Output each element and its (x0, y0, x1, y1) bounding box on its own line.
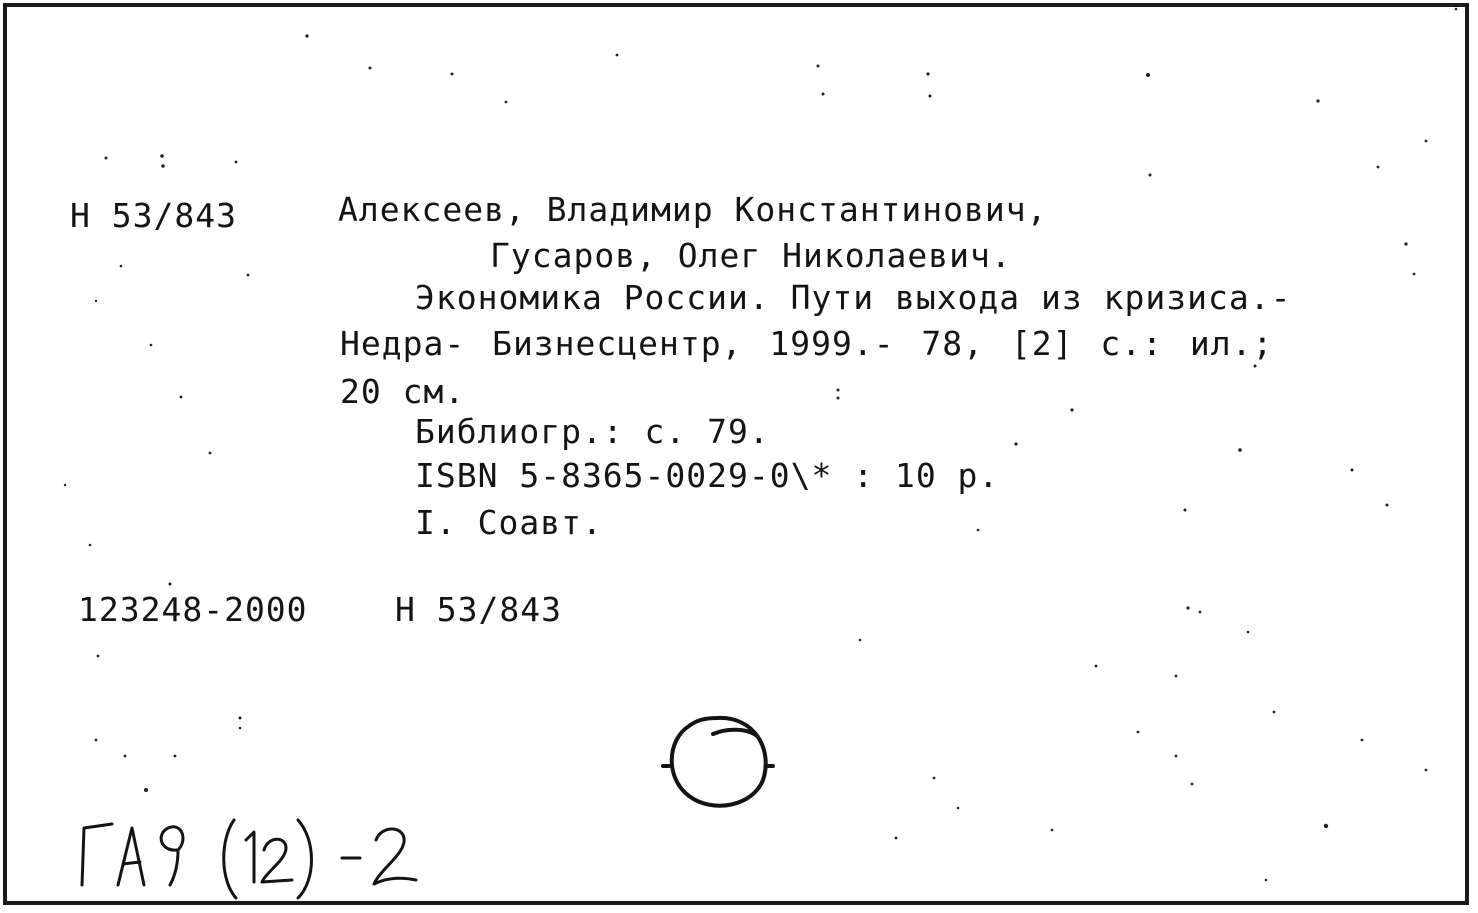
footer-shelf-mark: Н 53/843 (395, 590, 562, 629)
book-title: Экономика России. Пути выхода из кризиса.- (415, 278, 1292, 317)
author-line-2: Гусаров, Олег Николаевич. (490, 236, 1012, 275)
accession-number: 123248-2000 (78, 590, 308, 629)
isbn-line: ISBN 5-8365-0029-0\* : 10 р. (415, 456, 1000, 495)
shelf-mark: Н 53/843 (70, 196, 237, 235)
handwritten-classification (60, 800, 440, 900)
coauthor-note: I. Соавт. (415, 503, 603, 542)
author-line-1: Алексеев, Владимир Константинович, (338, 190, 1048, 229)
size-line: 20 см. (340, 372, 466, 411)
drawn-circle-mark (655, 710, 785, 820)
imprint-line: Недра- Бизнесцентр, 1999.- 78, [2] с.: ил.; (340, 324, 1274, 363)
bibliography-note: Библиогр.: с. 79. (415, 412, 770, 451)
